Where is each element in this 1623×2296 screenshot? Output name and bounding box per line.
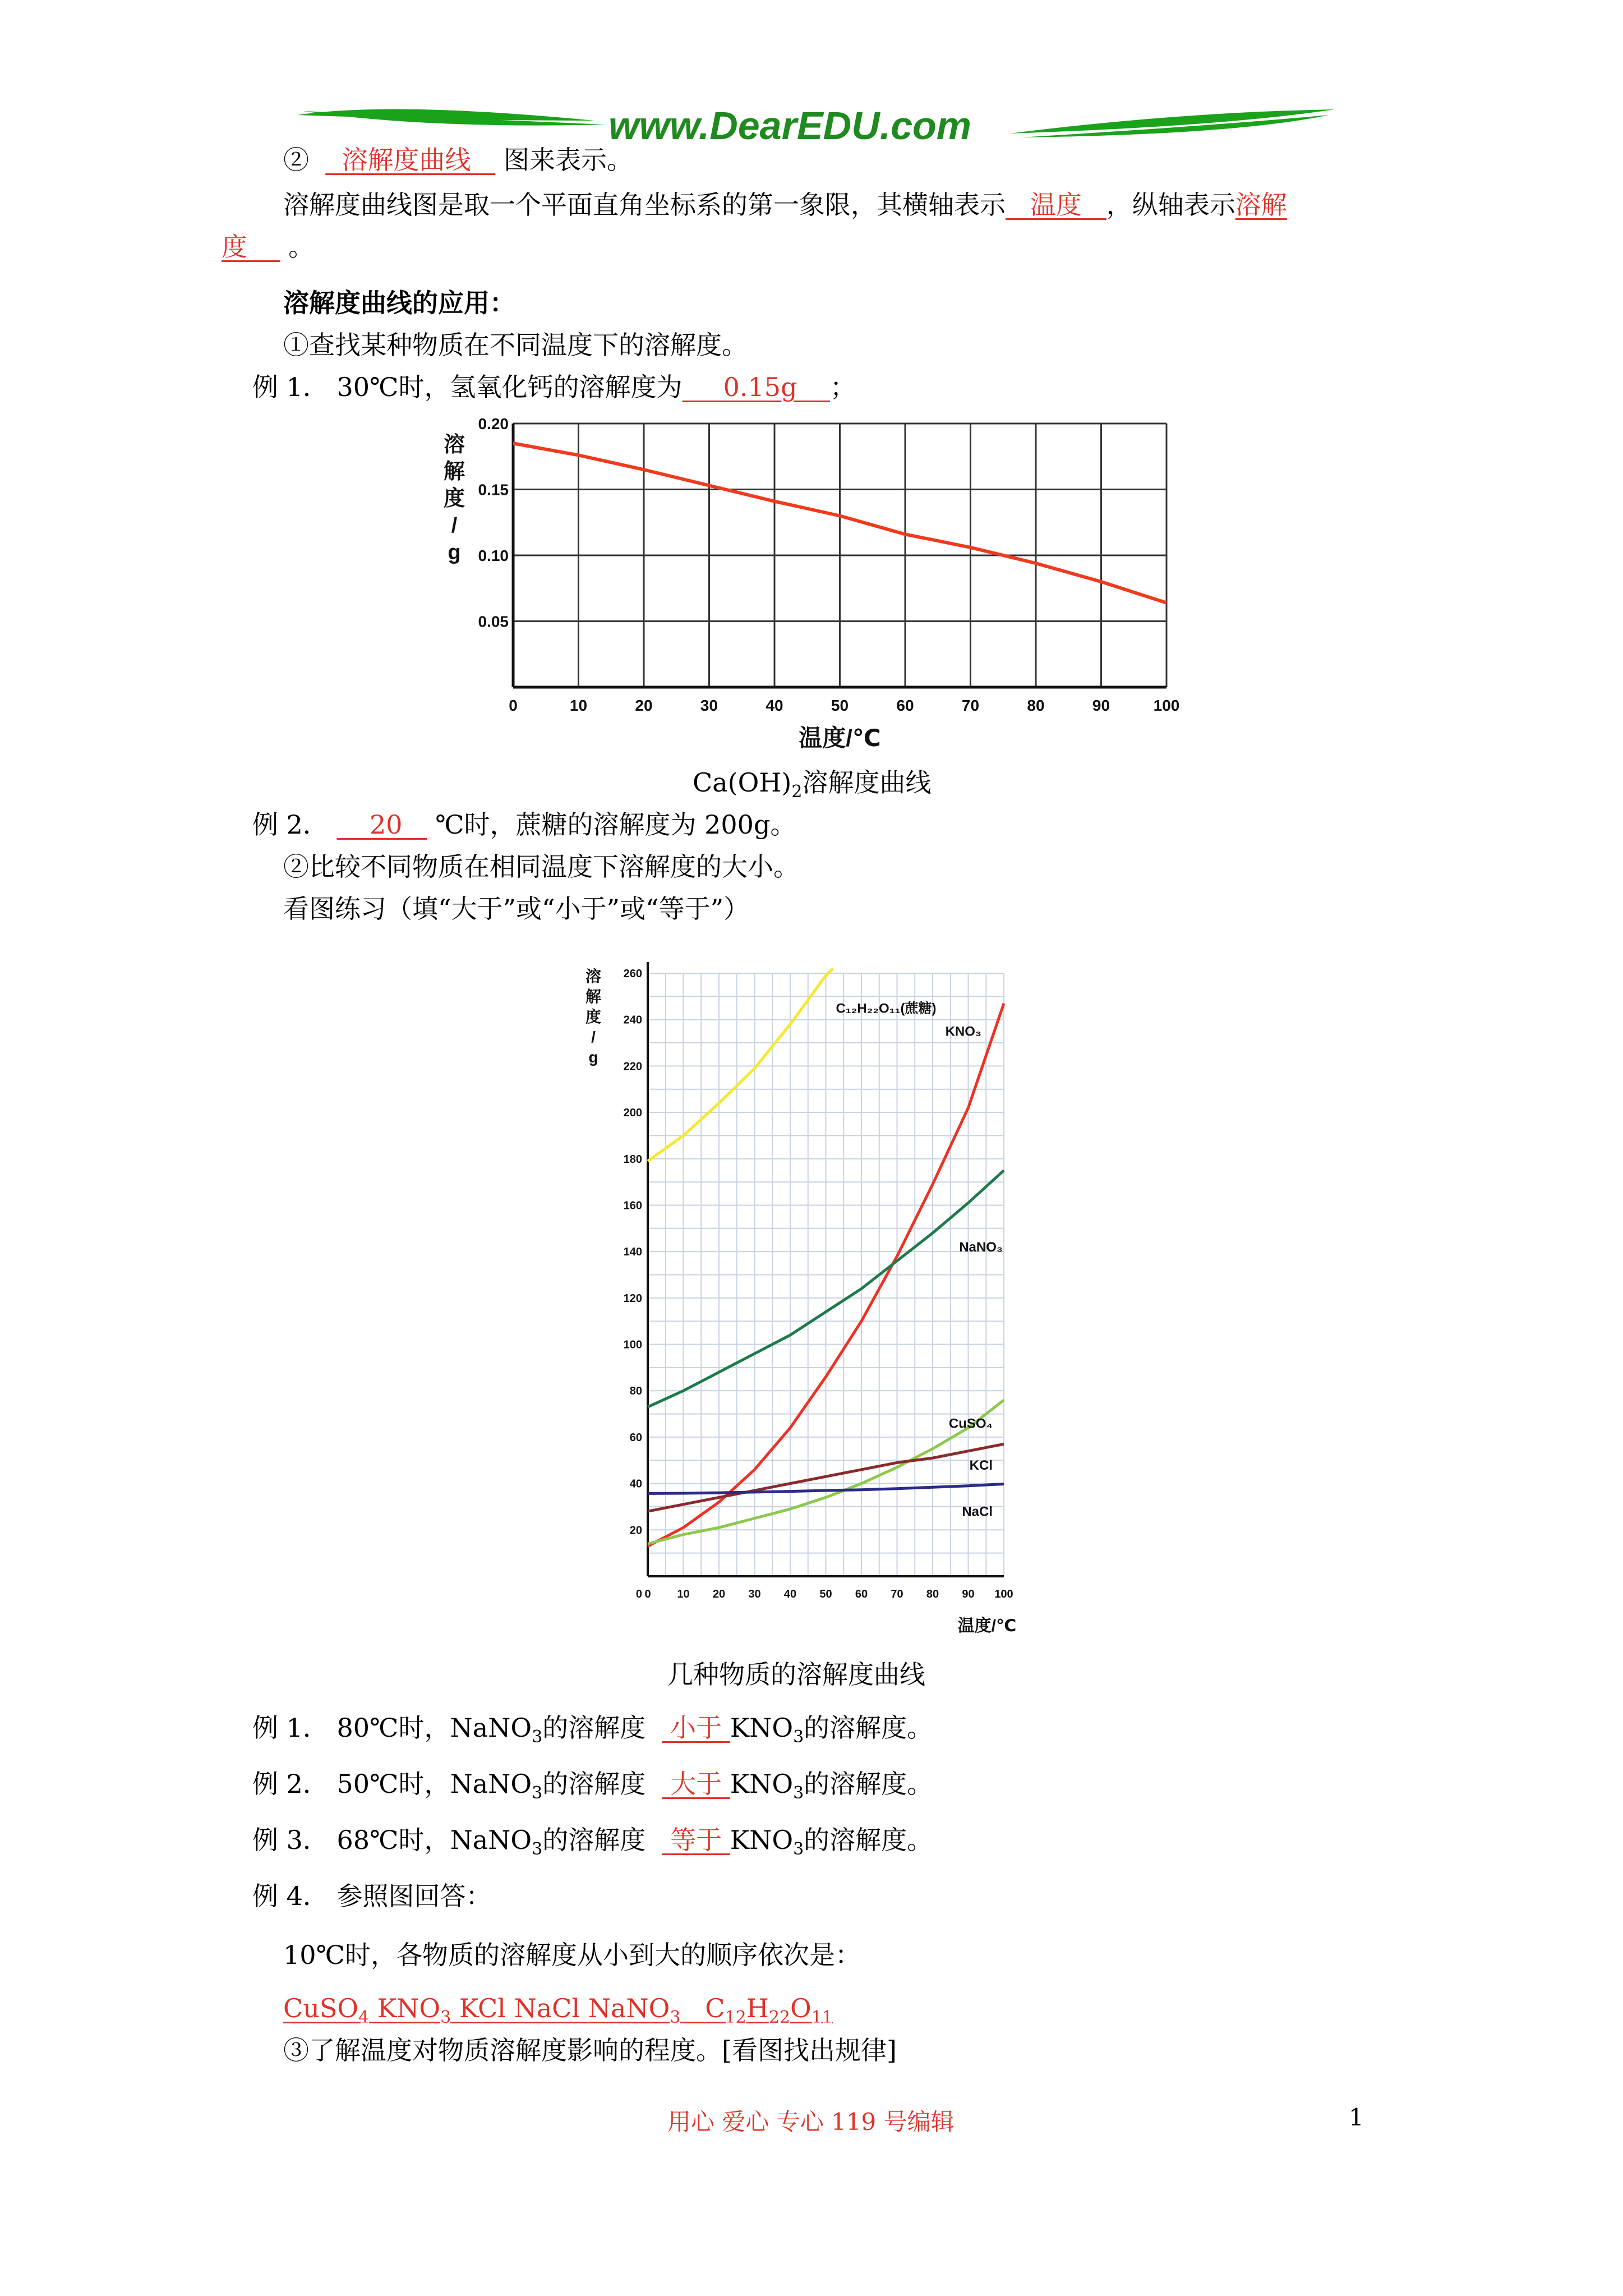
- series-curve-0: [648, 969, 833, 1161]
- p1-marker: ②: [283, 145, 309, 175]
- q2-answer: 大于: [670, 1769, 722, 1799]
- chart2-caption: 几种物质的溶解度曲线: [667, 1659, 925, 1690]
- x-tick-label: 10: [569, 697, 588, 714]
- x-tick-label: 30: [748, 1588, 761, 1600]
- y-tick-label: 140: [623, 1246, 642, 1259]
- series-label: NaNO₃: [959, 1240, 1003, 1255]
- item-1: ①查找某种物质在不同温度下的溶解度。: [283, 330, 748, 360]
- page-number: 1: [1349, 2104, 1364, 2131]
- question-3: 例 3． 68℃时，NaNO$_3$的溶解度 等于 $KNO_3$的溶解度。: [252, 1825, 933, 1859]
- origin-label: 0: [635, 1588, 642, 1600]
- question-2: 例 2． 50℃时，NaNO$_3$的溶解度 大于 $KNO_3$的溶解度。: [252, 1769, 933, 1803]
- p2-answer-1: 温度: [1030, 190, 1082, 220]
- series-label: NaCl: [962, 1504, 993, 1520]
- y-tick-label: 0.05: [478, 613, 509, 631]
- y-axis-label-char: 解: [443, 460, 465, 484]
- ex1-text: 30℃时，氢氧化钙的溶解度为: [336, 372, 683, 402]
- y-axis-label-char: 度: [585, 1008, 602, 1025]
- p2-text-b: ，纵轴表示: [1106, 190, 1235, 220]
- y-axis-label-char: g: [448, 541, 461, 564]
- x-tick-label: 50: [819, 1588, 832, 1600]
- paragraph-1: [283, 143, 633, 177]
- question-4-answer: CuSO$_4$ $KNO_3$ KCl NaCl NaNO$_3$ $C_{12}H_{22}O_{11}$: [283, 1993, 833, 2027]
- x-axis-label: 温度/℃: [957, 1617, 1017, 1635]
- y-tick-label: 40: [629, 1478, 642, 1490]
- x-tick-label: 20: [635, 697, 653, 714]
- y-tick-label: 160: [623, 1199, 642, 1212]
- y-axis-label-char: 溶: [443, 433, 465, 457]
- x-tick-label: 70: [961, 697, 980, 714]
- ex2-answer: 20: [370, 809, 403, 840]
- multi-solubility-chart: [578, 948, 1038, 1644]
- y-tick-label: 260: [623, 968, 642, 980]
- y-tick-label: 200: [623, 1107, 642, 1120]
- x-tick-label: 20: [712, 1588, 726, 1600]
- site-logo: www.DearEDU.com: [608, 104, 972, 146]
- example-1: [252, 370, 856, 404]
- x-tick-label: 0: [509, 697, 518, 714]
- y-axis-label-char: 解: [585, 988, 602, 1005]
- y-tick-label: 0.15: [478, 481, 509, 499]
- question-1: 例 1． 80℃时，NaNO$_3$的溶解度 小于 $KNO_3$的溶解度。: [252, 1713, 933, 1747]
- x-tick-label: 100: [994, 1588, 1013, 1600]
- item-2-note: 看图练习（填“大于”或“小于”或“等于”）: [283, 894, 750, 924]
- x-tick-label: 100: [1153, 697, 1180, 714]
- y-axis-label-char: /: [591, 1028, 596, 1046]
- x-tick-label: 60: [896, 697, 914, 714]
- ex1-end: ；: [830, 372, 856, 402]
- p2-end: 。: [288, 232, 315, 262]
- y-axis-label-char: 度: [443, 487, 465, 510]
- y-tick-label: 20: [629, 1524, 642, 1537]
- y-tick-label: 120: [623, 1292, 642, 1305]
- header-banner: [0, 0, 1623, 146]
- item-2: ②比较不同物质在相同温度下溶解度的大小。: [283, 852, 799, 882]
- x-tick-label: 0: [644, 1588, 651, 1600]
- caoh2-solubility-chart: [437, 412, 1223, 760]
- y-axis-label-char: 溶: [585, 968, 602, 985]
- series-label: KNO₃: [945, 1024, 981, 1039]
- ex2-label: 例 2．: [252, 809, 329, 840]
- y-tick-label: 180: [623, 1153, 642, 1166]
- example-2: [252, 808, 796, 841]
- x-tick-label: 60: [855, 1588, 868, 1600]
- p2-answer-2a: 溶解: [1235, 190, 1287, 220]
- ex2-text: ℃时，蔗糖的溶解度为 200g。: [435, 809, 796, 840]
- y-tick-label: 0.10: [478, 547, 509, 564]
- p2-answer-2b: 度: [222, 232, 247, 262]
- ex1-answer: 0.15g: [723, 372, 797, 402]
- p1-tail: 图来表示。: [504, 145, 633, 175]
- question-4-prompt: 10℃时，各物质的溶解度从小到大的顺序依次是：: [283, 1940, 861, 1970]
- paragraph-2-cont: [222, 230, 314, 264]
- x-tick-label: 70: [891, 1588, 903, 1600]
- y-tick-label: 60: [629, 1431, 642, 1444]
- y-tick-label: 80: [629, 1385, 642, 1398]
- y-tick-label: 240: [623, 1014, 642, 1027]
- chart1-caption: $Ca(OH)_2$溶解度曲线: [693, 767, 932, 802]
- x-tick-label: 90: [962, 1588, 975, 1600]
- x-tick-label: 50: [831, 697, 849, 714]
- section-heading: 溶解度曲线的应用：: [283, 288, 515, 318]
- x-tick-label: 40: [783, 1588, 797, 1600]
- paragraph-2: [283, 188, 1287, 222]
- p1-answer: 溶解度曲线: [342, 145, 471, 175]
- x-tick-label: 30: [700, 697, 718, 714]
- q1-answer: 小于: [670, 1713, 722, 1743]
- item-3: ③了解温度对物质溶解度影响的程度。[看图找出规律]: [283, 2035, 897, 2065]
- y-tick-label: 100: [623, 1338, 642, 1351]
- y-axis-label-char: /: [451, 514, 458, 537]
- x-axis-label: 温度/℃: [799, 725, 881, 751]
- y-tick-label: 0.20: [478, 415, 509, 432]
- question-4: 例 4． 参照图回答：: [252, 1881, 492, 1911]
- p2-text-a: 溶解度曲线图是取一个平面直角坐标系的第一象限，其横轴表示: [283, 190, 1006, 220]
- x-tick-label: 80: [926, 1588, 939, 1600]
- y-tick-label: 220: [623, 1060, 642, 1073]
- q3-answer: 等于: [670, 1825, 722, 1855]
- x-tick-label: 10: [677, 1588, 690, 1600]
- ex1-label: 例 1．: [252, 372, 329, 402]
- x-tick-label: 40: [766, 697, 783, 714]
- footer-text: 用心 爱心 专心 119 号编辑: [667, 2108, 955, 2136]
- x-tick-label: 90: [1092, 697, 1110, 714]
- y-axis-label-char: g: [588, 1048, 598, 1066]
- series-label: C₁₂H₂₂O₁₁(蔗糖): [836, 1001, 937, 1016]
- series-label: KCl: [969, 1457, 993, 1473]
- x-tick-label: 80: [1027, 697, 1045, 714]
- series-label: CuSO₄: [948, 1416, 993, 1432]
